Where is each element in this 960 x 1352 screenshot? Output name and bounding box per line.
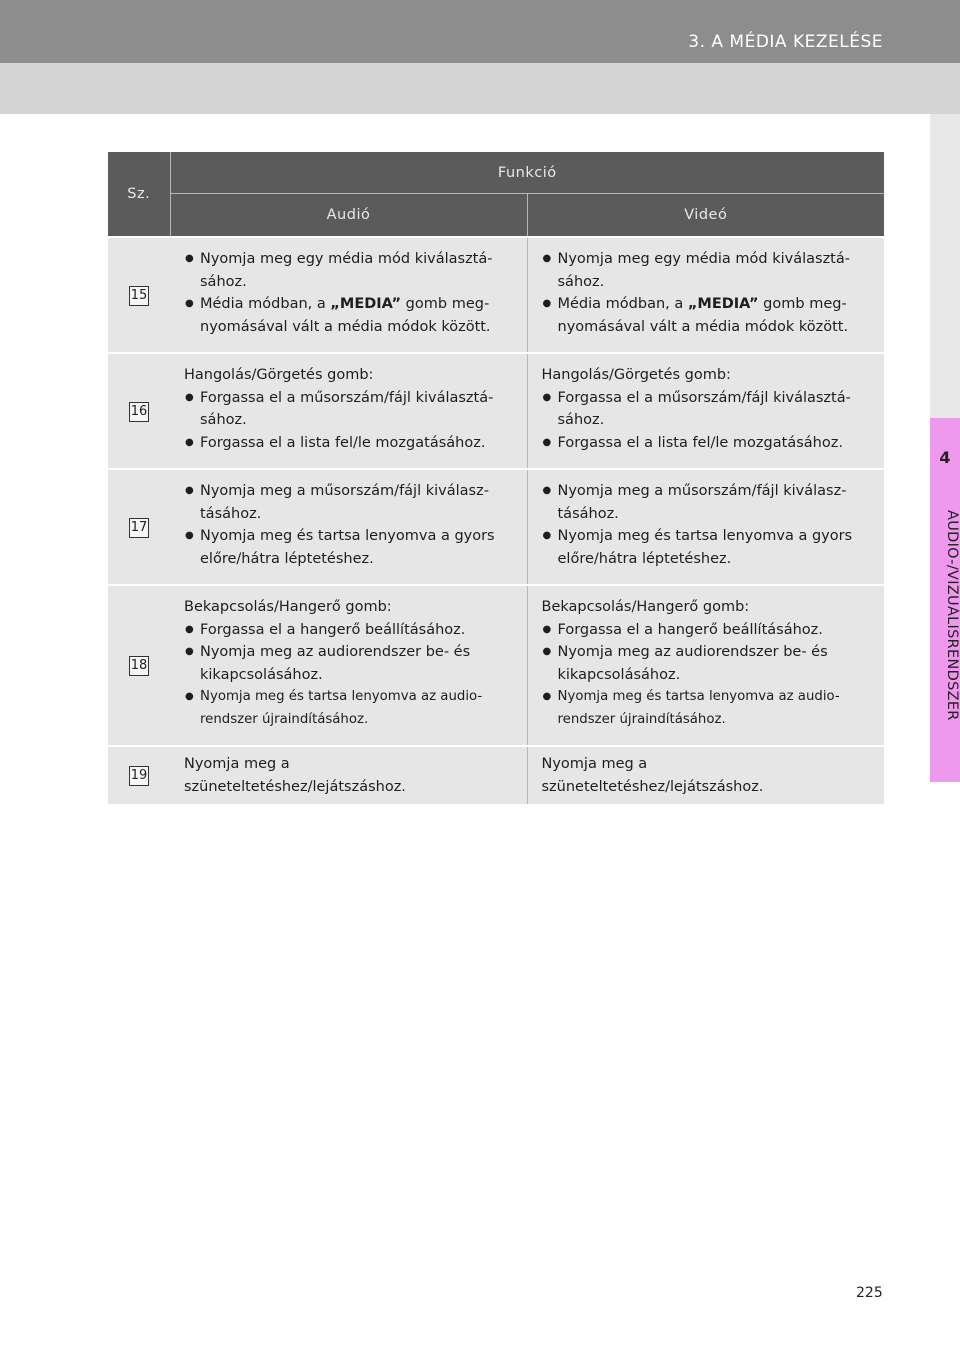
bullet-item: ● Forgassa el a lista fel/le mozgatásához. (184, 432, 515, 455)
function-table (108, 152, 884, 804)
bullet-item: ● Nyomja meg az audiorendszer be- és kikapcsolásához. (184, 641, 515, 686)
video-cell (527, 353, 884, 469)
video-cell (527, 585, 884, 746)
number-box: 15 (129, 286, 149, 306)
header-funkcio: Funkció (170, 152, 884, 194)
bullet-item: ● Forgassa el a műsorszám/fájl kiválasztá-sához. (542, 387, 873, 432)
row-number (108, 469, 170, 585)
page-number: 225 (856, 1285, 883, 1301)
bullet-item: ● Nyomja meg és tartsa lenyomva a gyors előre/hátra léptetéshez. (542, 525, 873, 570)
header-audio: Audió (170, 194, 527, 238)
cell-intro: Hangolás/Görgetés gomb: (184, 367, 374, 383)
video-cell (527, 237, 884, 353)
bullet-item: ● Nyomja meg és tartsa lenyomva az audio-rendszer újraindításához. (542, 686, 873, 731)
bullet-item: ● Nyomja meg egy média mód kiválasztá-sához. (184, 248, 515, 293)
text-part: Média módban, a (200, 296, 331, 312)
text-part: gomb meg-nyomásával vált a média módok között. (557, 296, 849, 335)
row-number (108, 585, 170, 746)
row-number (108, 746, 170, 804)
bullet-item (184, 293, 515, 338)
table-row (108, 237, 884, 353)
text-part: Média módban, a (557, 296, 688, 312)
bullet-item: ● Nyomja meg a műsorszám/fájl kiválasz-tásához. (542, 480, 873, 525)
audio-cell (170, 469, 527, 585)
table-row (108, 469, 884, 585)
header-subbar (0, 63, 960, 114)
side-margin-strip (930, 114, 960, 418)
bullet-item: ● Nyomja meg egy média mód kiválasztá-sához. (542, 248, 873, 293)
cell-intro: Bekapcsolás/Hangerő gomb: (541, 599, 750, 615)
number-box: 18 (129, 656, 149, 676)
number-box: 19 (129, 766, 149, 786)
bullet-item: ● Nyomja meg és tartsa lenyomva a gyors előre/hátra léptetéshez. (184, 525, 515, 570)
cell-intro: Bekapcsolás/Hangerő gomb: (184, 599, 392, 615)
chapter-label: AUDIO-/VIZUÁLISRENDSZER (944, 510, 960, 721)
bullet-item: ● Nyomja meg az audiorendszer be- és kikapcsolásához. (542, 641, 873, 686)
bullet-item (542, 293, 873, 338)
audio-cell (170, 353, 527, 469)
bullet-item: ● Forgassa el a műsorszám/fájl kiválasztá-sához. (184, 387, 515, 432)
chapter-number: 4 (939, 448, 951, 467)
audio-cell (170, 585, 527, 746)
header-video: Videó (527, 194, 884, 238)
header-sz: Sz. (108, 152, 170, 237)
bullet-item: ● Nyomja meg a műsorszám/fájl kiválasz-tásához. (184, 480, 515, 525)
row-number (108, 237, 170, 353)
video-cell (527, 469, 884, 585)
bullet-item: ● Forgassa el a lista fel/le mozgatásához. (542, 432, 873, 455)
cell-intro: Hangolás/Görgetés gomb: (541, 367, 731, 383)
row-number (108, 353, 170, 469)
number-box: 16 (129, 402, 149, 422)
text-part: gomb meg-nyomásával vált a média módok között. (200, 296, 491, 335)
audio-cell: Nyomja meg a szüneteltetéshez/lejátszáshoz. (170, 746, 527, 804)
table-row (108, 585, 884, 746)
table-row (108, 353, 884, 469)
audio-cell (170, 237, 527, 353)
bullet-item: ● Forgassa el a hangerő beállításához. (542, 619, 873, 642)
media-label: „MEDIA” (330, 296, 402, 312)
bullet-item: ● Forgassa el a hangerő beállításához. (184, 619, 515, 642)
number-box: 17 (129, 518, 149, 538)
bullet-item: ● Nyomja meg és tartsa lenyomva az audio-rendszer újraindításához. (184, 686, 515, 731)
table-row (108, 746, 884, 804)
page-title: 3. A MÉDIA KEZELÉSE (688, 32, 883, 52)
video-cell: Nyomja meg a szüneteltetéshez/lejátszáshoz. (527, 746, 884, 804)
media-label: „MEDIA” (687, 296, 759, 312)
